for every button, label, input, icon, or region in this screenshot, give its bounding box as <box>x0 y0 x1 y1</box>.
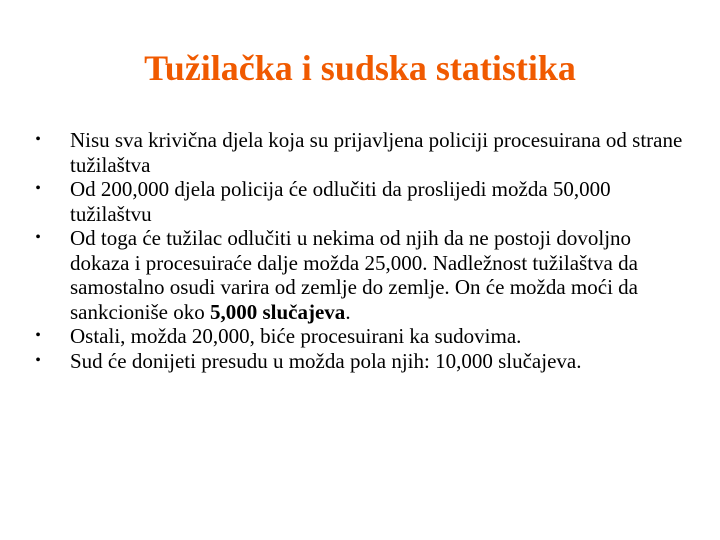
bullet-text-segment: Ostali, možda <box>70 324 192 348</box>
bullet-text <box>70 324 521 348</box>
bullet-icon: • <box>35 229 41 246</box>
bullet-number-segment: 50,000 <box>552 177 611 201</box>
bullet-text-segment: . Nadležnost tužilaštva da samostalno osudi varira od zemlje do zemlje. On će možda moći da sankcioniše oko <box>70 250 638 324</box>
bullet-number-segment: 10,000 <box>435 348 493 373</box>
bullet-bold-segment: 5,000 slučajeva <box>209 299 346 324</box>
bullet-text-segment: Sud će donijeti presudu u možda pola njih: <box>70 348 436 373</box>
bullet-number-segment: 200,000 djela <box>100 177 216 201</box>
bullet-text-segment: Od toga će tužilac odlučiti u nekima od njih da ne postoji dovoljno dokaza i procesuiraće dalje možda <box>70 226 632 275</box>
bullet-text-segment: slučajeva. <box>492 348 582 373</box>
bullet-icon: • <box>35 180 41 197</box>
slide-title: Tužilačka i sudska statistika <box>144 48 576 88</box>
bullet-item-3 <box>30 226 690 324</box>
bullet-list <box>30 128 690 373</box>
bullet-icon: • <box>35 131 41 148</box>
bullet-number-segment: 20,000, <box>191 324 255 348</box>
bullet-item-1 <box>30 128 690 177</box>
bullet-text-segment: Od <box>70 177 101 201</box>
bullet-item-4 <box>30 324 690 349</box>
bullet-text <box>70 177 611 226</box>
bullet-text-segment: tužilaštvu <box>70 201 152 226</box>
bullet-text <box>70 128 682 177</box>
bullet-text-segment: biće procesuirani ka sudovima. <box>254 324 522 348</box>
bullet-text-segment: Nisu sva krivična djela koja su prijavljena policiji procesuirana od strane tužilaštva <box>70 128 683 177</box>
bullet-item-2 <box>30 177 690 226</box>
bullet-item-5 <box>30 349 690 374</box>
bullet-text-segment: policija će odlučiti da proslijedi možda <box>215 177 553 201</box>
bullet-text <box>70 349 581 373</box>
bullet-icon: • <box>35 327 41 344</box>
bullet-icon: • <box>35 351 41 369</box>
bullet-text-segment: . <box>345 299 351 324</box>
bullet-number-segment: 25,000 <box>364 250 423 275</box>
bullet-text <box>70 226 638 324</box>
